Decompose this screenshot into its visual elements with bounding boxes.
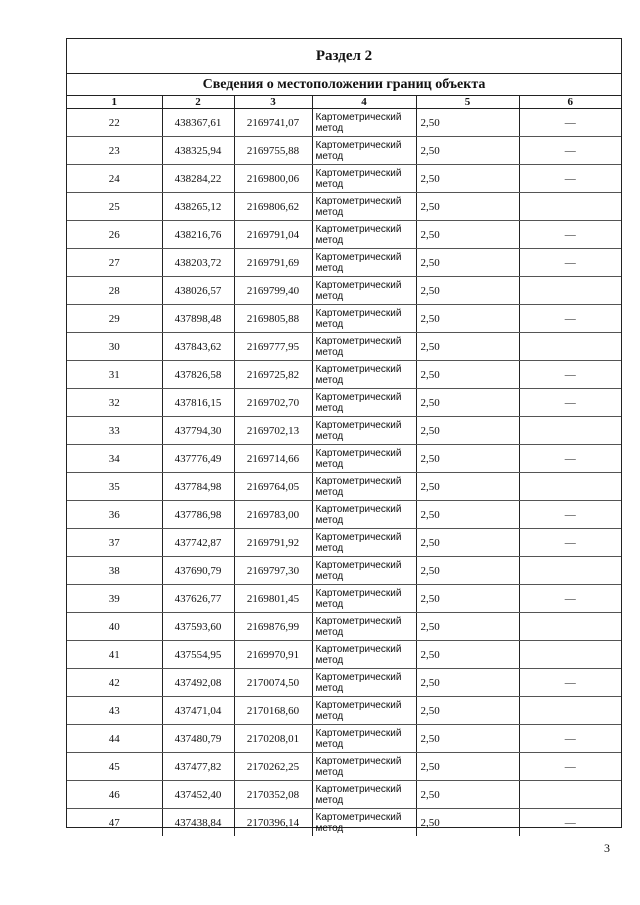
precision-cell: 2,50 [416,557,519,585]
point-number-cell: 41 [67,641,162,669]
column-6-cell: — [519,753,621,781]
x-coordinate-cell: 437784,98 [162,473,234,501]
precision-cell: 2,50 [416,529,519,557]
y-coordinate-cell: 2170352,08 [234,781,312,809]
point-number-cell: 31 [67,361,162,389]
table-row [67,753,621,781]
method-cell: Картометрический метод [312,361,416,389]
precision-cell: 2,50 [416,249,519,277]
point-number-cell: 36 [67,501,162,529]
method-cell: Картометрический метод [312,585,416,613]
precision-cell: 2,50 [416,165,519,193]
point-number-cell: 26 [67,221,162,249]
precision-cell: 2,50 [416,193,519,221]
y-coordinate-cell: 2169702,13 [234,417,312,445]
table-row [67,473,621,501]
table-row [67,445,621,473]
point-number-cell: 34 [67,445,162,473]
point-number-cell: 39 [67,585,162,613]
table-body [67,109,621,837]
x-coordinate-cell: 437452,40 [162,781,234,809]
y-coordinate-cell: 2169764,05 [234,473,312,501]
point-number-cell: 29 [67,305,162,333]
y-coordinate-cell: 2170074,50 [234,669,312,697]
column-6-cell [519,641,621,669]
table-row [67,725,621,753]
table-row [67,109,621,137]
x-coordinate-cell: 437471,04 [162,697,234,725]
column-6-cell [519,781,621,809]
table-row [67,501,621,529]
y-coordinate-cell: 2169800,06 [234,165,312,193]
column-6-cell: — [519,809,621,837]
x-coordinate-cell: 437843,62 [162,333,234,361]
method-cell: Картометрический метод [312,781,416,809]
column-6-cell [519,557,621,585]
table-row [67,361,621,389]
precision-cell: 2,50 [416,753,519,781]
method-cell: Картометрический метод [312,501,416,529]
page-number: 3 [604,841,610,855]
column-6-cell [519,613,621,641]
method-cell: Картометрический метод [312,165,416,193]
precision-cell: 2,50 [416,585,519,613]
y-coordinate-cell: 2169797,30 [234,557,312,585]
table-row [67,585,621,613]
precision-cell: 2,50 [416,669,519,697]
x-coordinate-cell: 437742,87 [162,529,234,557]
y-coordinate-cell: 2169801,45 [234,585,312,613]
method-cell: Картометрический метод [312,417,416,445]
precision-cell: 2,50 [416,333,519,361]
table-row [67,193,621,221]
precision-cell: 2,50 [416,305,519,333]
precision-cell: 2,50 [416,417,519,445]
x-coordinate-cell: 437816,15 [162,389,234,417]
method-cell: Картометрический метод [312,529,416,557]
point-number-cell: 32 [67,389,162,417]
x-coordinate-cell: 438203,72 [162,249,234,277]
x-coordinate-cell: 438284,22 [162,165,234,193]
y-coordinate-cell: 2169741,07 [234,109,312,137]
x-coordinate-cell: 437898,48 [162,305,234,333]
point-number-cell: 38 [67,557,162,585]
precision-cell: 2,50 [416,109,519,137]
table-row [67,641,621,669]
point-number-cell: 25 [67,193,162,221]
column-header: 5 [416,96,519,109]
column-6-cell: — [519,501,621,529]
table-row [67,277,621,305]
column-header: 1 [67,96,162,109]
document-frame [66,38,622,834]
table-row [67,669,621,697]
x-coordinate-cell: 437492,08 [162,669,234,697]
precision-cell: 2,50 [416,361,519,389]
method-cell: Картометрический метод [312,697,416,725]
method-cell: Картометрический метод [312,613,416,641]
point-number-cell: 27 [67,249,162,277]
precision-cell: 2,50 [416,641,519,669]
point-number-cell: 23 [67,137,162,165]
table-subtitle: Сведения о местоположении границ объекта [67,74,621,96]
y-coordinate-cell: 2169791,69 [234,249,312,277]
precision-cell: 2,50 [416,781,519,809]
x-coordinate-cell: 437794,30 [162,417,234,445]
y-coordinate-cell: 2169791,92 [234,529,312,557]
y-coordinate-cell: 2169714,66 [234,445,312,473]
precision-cell: 2,50 [416,725,519,753]
method-cell: Картометрический метод [312,473,416,501]
method-cell: Картометрический метод [312,669,416,697]
table-row [67,781,621,809]
x-coordinate-cell: 437690,79 [162,557,234,585]
x-coordinate-cell: 437626,77 [162,585,234,613]
x-coordinate-cell: 437786,98 [162,501,234,529]
x-coordinate-cell: 437438,84 [162,809,234,837]
table-row [67,557,621,585]
x-coordinate-cell: 437480,79 [162,725,234,753]
point-number-cell: 42 [67,669,162,697]
point-number-cell: 47 [108,816,120,829]
y-coordinate-cell: 2169725,82 [234,361,312,389]
y-coordinate-cell: 2169791,04 [234,221,312,249]
method-cell: Картометрический метод [312,109,416,137]
column-6-cell: — [519,249,621,277]
table-row [67,333,621,361]
point-number-cell: 35 [67,473,162,501]
table-row [67,809,621,837]
column-6-cell: — [519,529,621,557]
column-6-cell [519,333,621,361]
precision-cell: 2,50 [416,501,519,529]
method-cell: Картометрический метод [312,333,416,361]
precision-cell: 2,50 [416,473,519,501]
column-6-cell: — [519,361,621,389]
point-number-cell: 28 [67,277,162,305]
column-6-cell [519,473,621,501]
point-number-cell: 44 [67,725,162,753]
point-number-cell: 22 [67,109,162,137]
x-coordinate-cell: 438325,94 [162,137,234,165]
method-cell: Картометрический метод [312,725,416,753]
table-row [67,389,621,417]
y-coordinate-cell: 2170168,60 [234,697,312,725]
y-coordinate-cell: 2169777,95 [234,333,312,361]
point-number-cell: 40 [67,613,162,641]
y-coordinate-cell: 2169702,70 [234,389,312,417]
column-header: 4 [312,96,416,109]
method-cell: Картометрический метод [312,753,416,781]
column-6-cell: — [519,669,621,697]
precision-cell: 2,50 [416,221,519,249]
method-cell: Картометрический метод [312,389,416,417]
column-header-row [67,96,621,109]
column-header: 3 [234,96,312,109]
column-header: 6 [519,96,621,109]
column-6-cell: — [519,389,621,417]
method-cell: Картометрический метод [312,277,416,305]
precision-cell: 2,50 [416,613,519,641]
table-row [67,221,621,249]
coordinates-table [67,96,621,836]
column-6-cell: — [519,725,621,753]
precision-cell: 2,50 [416,137,519,165]
column-6-cell: — [519,445,621,473]
method-cell: Картометрический метод [312,193,416,221]
x-coordinate-cell: 437554,95 [162,641,234,669]
table-row [67,613,621,641]
column-6-cell: — [519,305,621,333]
method-cell: Картометрический метод [312,557,416,585]
method-cell: Картометрический метод [312,641,416,669]
x-coordinate-cell: 437776,49 [162,445,234,473]
x-coordinate-cell: 438216,76 [162,221,234,249]
method-cell: Картометрический метод [312,249,416,277]
y-coordinate-cell: 2169755,88 [234,137,312,165]
y-coordinate-cell: 2169805,88 [234,305,312,333]
column-6-cell: — [519,221,621,249]
column-6-cell: — [519,109,621,137]
precision-cell: 2,50 [416,277,519,305]
table-row [67,417,621,445]
method-cell: Картометрический метод [312,445,416,473]
x-coordinate-cell: 438026,57 [162,277,234,305]
point-number-cell: 33 [67,417,162,445]
x-coordinate-cell: 437593,60 [162,613,234,641]
precision-cell: 2,50 [416,697,519,725]
x-coordinate-cell: 438367,61 [162,109,234,137]
y-coordinate-cell: 2169970,91 [234,641,312,669]
method-cell: Картометрический метод [312,305,416,333]
table-row [67,697,621,725]
method-cell: Картометрический метод [312,809,416,837]
section-title: Раздел 2 [67,39,621,74]
y-coordinate-cell: 2170262,25 [234,753,312,781]
column-6-cell [519,193,621,221]
table-row [67,165,621,193]
precision-cell: 2,50 [416,809,519,837]
x-coordinate-cell: 438265,12 [162,193,234,221]
table-row [67,305,621,333]
column-6-cell [519,277,621,305]
column-6-cell [519,697,621,725]
column-6-cell [519,417,621,445]
point-number-cell: 24 [67,165,162,193]
table-row [67,249,621,277]
y-coordinate-cell: 2170396,14 [234,809,312,837]
precision-cell: 2,50 [416,389,519,417]
x-coordinate-cell: 437826,58 [162,361,234,389]
point-number-cell: 30 [67,333,162,361]
y-coordinate-cell: 2170208,01 [234,725,312,753]
y-coordinate-cell: 2169806,62 [234,193,312,221]
method-cell: Картометрический метод [312,221,416,249]
column-6-cell: — [519,165,621,193]
column-6-cell: — [519,137,621,165]
method-cell: Картометрический метод [312,137,416,165]
point-number-cell: 45 [67,753,162,781]
x-coordinate-cell: 437477,82 [162,753,234,781]
column-6-cell: — [519,585,621,613]
point-number-cell: 37 [67,529,162,557]
table-row [67,137,621,165]
y-coordinate-cell: 2169799,40 [234,277,312,305]
point-number-cell: 43 [67,697,162,725]
precision-cell: 2,50 [416,445,519,473]
point-number-cell: 46 [67,781,162,809]
table-row [67,529,621,557]
y-coordinate-cell: 2169876,99 [234,613,312,641]
column-header: 2 [162,96,234,109]
y-coordinate-cell: 2169783,00 [234,501,312,529]
